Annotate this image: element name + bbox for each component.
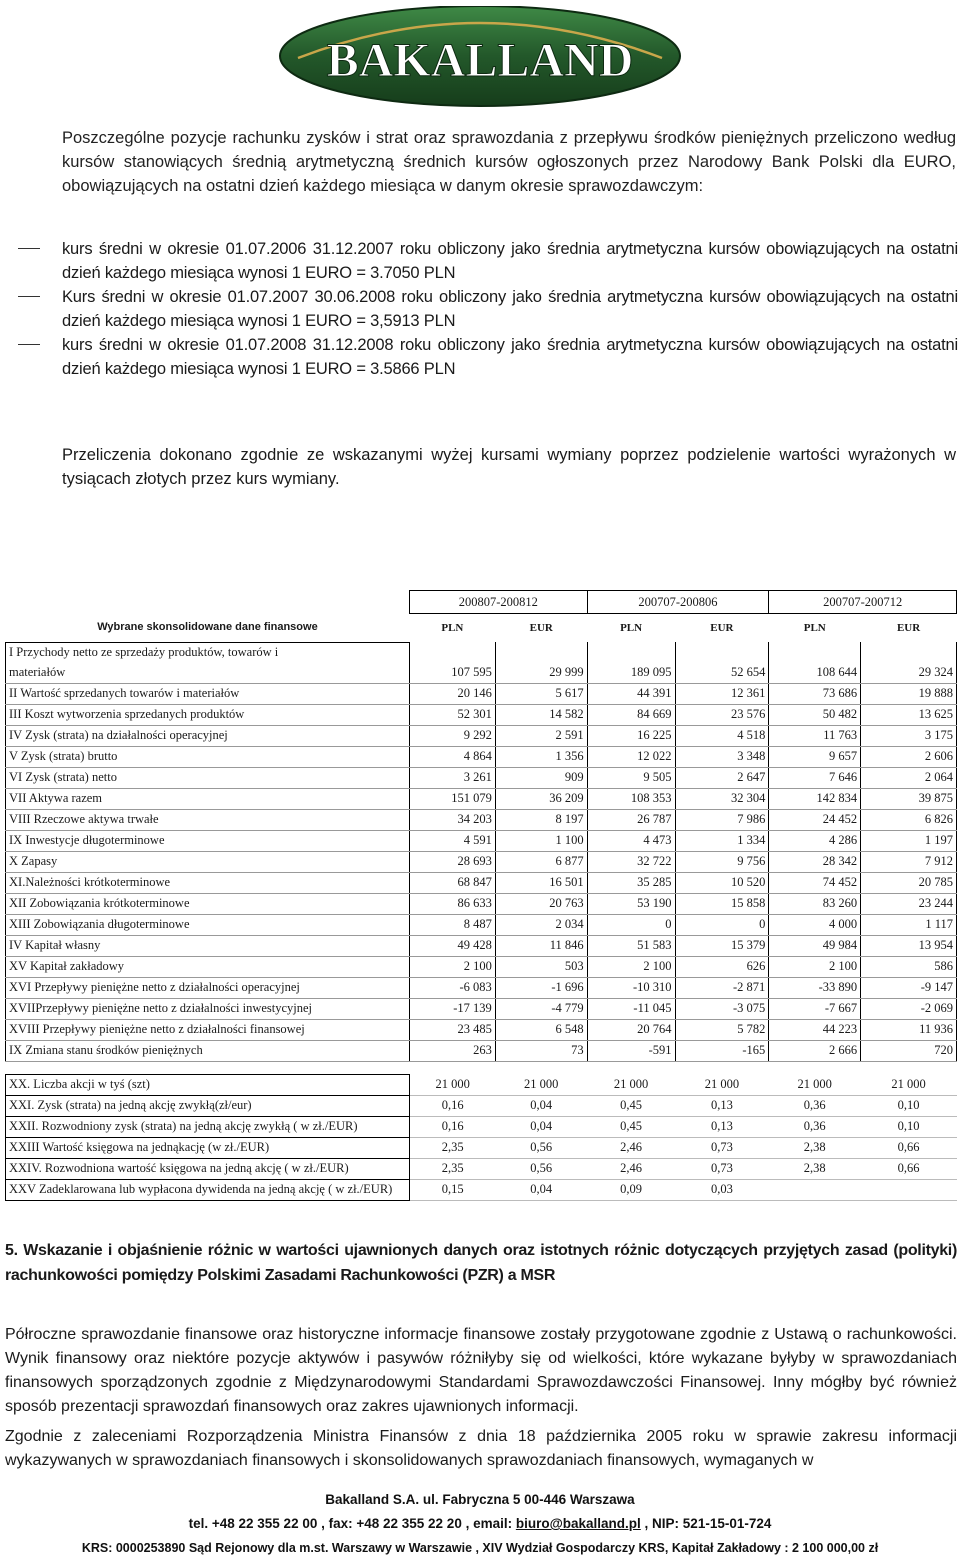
row-value: 6 826 <box>861 809 957 830</box>
row-value: -4 779 <box>495 998 587 1019</box>
row-value: 1 356 <box>495 746 587 767</box>
row-value: 503 <box>495 956 587 977</box>
row-value: 20 146 <box>409 683 495 704</box>
row-value: 263 <box>409 1040 495 1061</box>
row-value: 12 022 <box>587 746 675 767</box>
table-row <box>6 767 957 788</box>
row-value: 49 984 <box>769 935 861 956</box>
section-5-paragraph-2: Zgodnie z zaleceniami Rozporządzenia Ministra Finansów z dnia 18 października 2005 roku w sprawie zakresu informacji wykazywanych w sprawozdaniach finansowych i skonsolidowanych sprawozdaniach finansowych, wymaganych w <box>5 1428 957 1469</box>
row-value: 0,16 <box>409 1116 495 1137</box>
row-value: 86 633 <box>409 893 495 914</box>
share-row <box>6 1137 957 1158</box>
table-row <box>6 809 957 830</box>
row-label: XV Kapitał zakładowy <box>6 956 410 977</box>
row-value: 6 877 <box>495 851 587 872</box>
row-value: 0 <box>675 914 769 935</box>
row-value: 2 666 <box>769 1040 861 1061</box>
row-label: XX. Liczba akcji w tyś (szt) <box>6 1074 410 1095</box>
row-value: 2,38 <box>769 1137 861 1158</box>
row-value: 0,36 <box>769 1095 861 1116</box>
row-value: 26 787 <box>587 809 675 830</box>
row-value: -7 667 <box>769 998 861 1019</box>
row-value <box>769 1179 861 1200</box>
row-value: 8 487 <box>409 914 495 935</box>
row-label: XVIII Przepływy pieniężne netto z działalności finansowej <box>6 1019 410 1040</box>
logo-text: BAKALLAND <box>326 34 634 87</box>
row-value: 3 175 <box>861 725 957 746</box>
table-row <box>6 977 957 998</box>
row-value: 0,73 <box>675 1137 769 1158</box>
table-row <box>6 746 957 767</box>
row-value: 36 209 <box>495 788 587 809</box>
row-value: 2 064 <box>861 767 957 788</box>
row-value: 1 334 <box>675 830 769 851</box>
dash-bullet-icon <box>18 296 40 297</box>
row-value: 28 342 <box>769 851 861 872</box>
row-value: 0,16 <box>409 1095 495 1116</box>
row-value: -3 075 <box>675 998 769 1019</box>
row-value: 13 954 <box>861 935 957 956</box>
row-value: 4 591 <box>409 830 495 851</box>
currency-header-row <box>6 614 957 643</box>
row-label: XVIIPrzepływy pieniężne netto z działalności inwestycyjnej <box>6 998 410 1019</box>
share-row <box>6 1179 957 1200</box>
row-value: 5 782 <box>675 1019 769 1040</box>
row-value: 909 <box>495 767 587 788</box>
page-footer <box>0 1488 960 1560</box>
exchange-rate-item: kurs średni w okresie 01.07.2008 31.12.2008 roku obliczony jako średnia arytmetyczna kursów obowiązujących na ostatni dzień każdego miesiąca wynosi 1 EURO = 3.5866 PLN <box>18 333 958 381</box>
table-row <box>6 1040 957 1061</box>
row-label: I Przychody netto ze sprzedaży produktów, towarów i <box>6 642 410 663</box>
row-value: 626 <box>675 956 769 977</box>
row-value: 4 518 <box>675 725 769 746</box>
row-value: 11 936 <box>861 1019 957 1040</box>
conversion-note: Przeliczenia dokonano zgodnie ze wskazanymi wyżej kursami wymiany poprzez podzielenie wartości wyrażonych w tysiącach złotych przez kurs wymiany. <box>62 446 956 488</box>
table-row <box>6 851 957 872</box>
row-value: 0,13 <box>675 1095 769 1116</box>
row-label: III Koszt wytworzenia sprzedanych produktów <box>6 704 410 725</box>
row-value: -6 083 <box>409 977 495 998</box>
period-header: 200707-200806 <box>587 591 769 614</box>
row-value: 2,46 <box>587 1137 675 1158</box>
row-value: 7 912 <box>861 851 957 872</box>
row-value: -11 045 <box>587 998 675 1019</box>
row-value: 11 846 <box>495 935 587 956</box>
period-header-row <box>6 591 957 614</box>
row-value: 39 875 <box>861 788 957 809</box>
currency-header: PLN <box>441 622 464 634</box>
row-value: 15 858 <box>675 893 769 914</box>
table-row <box>6 998 957 1019</box>
row-value: 2 591 <box>495 725 587 746</box>
table-row <box>6 872 957 893</box>
row-value: 2,35 <box>409 1137 495 1158</box>
row-value: 4 864 <box>409 746 495 767</box>
row-label: IV Zysk (strata) na działalności operacyjnej <box>6 725 410 746</box>
row-value: 4 000 <box>769 914 861 935</box>
row-value: 74 452 <box>769 872 861 893</box>
exchange-rate-item: Kurs średni w okresie 01.07.2007 30.06.2008 roku obliczony jako średnia arytmetyczna kursów obowiązujących na ostatni dzień każdego miesiąca wynosi 1 EURO = 3,5913 PLN <box>18 285 958 333</box>
table-row <box>6 914 957 935</box>
row-value: -165 <box>675 1040 769 1061</box>
row-value: 3 261 <box>409 767 495 788</box>
exchange-rate-item: kurs średni w okresie 01.07.2006 31.12.2007 roku obliczony jako średnia arytmetyczna kursów obowiązujących na ostatni dzień każdego miesiąca wynosi 1 EURO = 3.7050 PLN <box>18 237 958 285</box>
row-value: 13 625 <box>861 704 957 725</box>
row-value: 29 999 <box>495 663 587 684</box>
row-value: -17 139 <box>409 998 495 1019</box>
row-value: 8 197 <box>495 809 587 830</box>
section-5-paragraph-1: Półroczne sprawozdanie finansowe oraz historyczne informacje finansowe zostały przygotowane zgodnie z Ustawą o rachunkowości. Wynik finansowy oraz niektóre pozycje aktywów i pasywów różniłyby się od wielkości, które wykazane byłyby w sprawozdaniach finansowych sporządzonych zgodnie z Międzynarodowymi Standardami Sprawozdawczości Finansowej. Inny mógłby być również sposób prezentacji sprawozdań finansowych oraz zakres ujawnionych informacji. <box>5 1326 957 1415</box>
row-value: 1 100 <box>495 830 587 851</box>
row-label: XXIII Wartość księgowa na jednąkację (w zł./EUR) <box>6 1137 410 1158</box>
email-link[interactable]: biuro@bakalland.pl <box>515 1516 641 1531</box>
row-value: 107 595 <box>409 663 495 684</box>
row-value: 1 117 <box>861 914 957 935</box>
row-label: XXV Zadeklarowana lub wypłacona dywidenda na jedną akcję ( w zł./EUR) <box>6 1179 410 1200</box>
share-row <box>6 1074 957 1095</box>
row-label: XXII. Rozwodniony zysk (strata) na jedną akcję zwykłą ( w zł./EUR) <box>6 1116 410 1137</box>
row-label: VIII Rzeczowe aktywa trwałe <box>6 809 410 830</box>
table-row <box>6 893 957 914</box>
table-row <box>6 725 957 746</box>
row-value: 0,09 <box>587 1179 675 1200</box>
row-value: 21 000 <box>587 1074 675 1095</box>
row-value: 32 722 <box>587 851 675 872</box>
row-value: 20 763 <box>495 893 587 914</box>
row-label: materiałów <box>6 663 410 684</box>
row-value: 23 576 <box>675 704 769 725</box>
financial-table-wrap <box>5 590 957 1201</box>
row-value: 2 647 <box>675 767 769 788</box>
row-value: 0,66 <box>861 1158 957 1179</box>
row-label: VI Zysk (strata) netto <box>6 767 410 788</box>
table-row <box>6 956 957 977</box>
row-value: 12 361 <box>675 683 769 704</box>
share-row <box>6 1095 957 1116</box>
row-value: 23 485 <box>409 1019 495 1040</box>
row-value: 6 548 <box>495 1019 587 1040</box>
row-label: IX Inwestycje długoterminowe <box>6 830 410 851</box>
currency-header: EUR <box>896 622 921 634</box>
row-value: 28 693 <box>409 851 495 872</box>
row-label: VII Aktywa razem <box>6 788 410 809</box>
bakalland-logo <box>278 6 682 108</box>
row-value: 14 582 <box>495 704 587 725</box>
row-value: 2 606 <box>861 746 957 767</box>
table-row <box>6 1019 957 1040</box>
table-row <box>6 704 957 725</box>
section-5-heading: 5. Wskazanie i objaśnienie różnic w wartości ujawnionych danych oraz istotnych różnic dotyczących przyjętych zasad (polityki) rachunkowości pomiędzy Polskimi Zasadami Rachunkowości (PZR) a MSR <box>5 1242 957 1284</box>
row-label: XIII Zobowiązania długoterminowe <box>6 914 410 935</box>
exchange-rate-list <box>18 237 958 381</box>
row-value: 21 000 <box>675 1074 769 1095</box>
row-value: 21 000 <box>409 1074 495 1095</box>
row-label: IX Zmiana stanu środków pieniężnych <box>6 1040 410 1061</box>
row-value: 0,73 <box>675 1158 769 1179</box>
period-header: 200807-200812 <box>409 591 587 614</box>
row-label: V Zysk (strata) brutto <box>6 746 410 767</box>
row-value: 83 260 <box>769 893 861 914</box>
row-value: 0,10 <box>861 1116 957 1137</box>
footer-registry: KRS: 0000253890 Sąd Rejonowy dla m.st. Warszawy w Warszawie , XIV Wydział Gospodarczy KRS, Kapitał Zakładowy : 2 100 000,00 zł <box>81 1541 879 1555</box>
row-value: 20 764 <box>587 1019 675 1040</box>
row-value: -1 696 <box>495 977 587 998</box>
row-value: 73 686 <box>769 683 861 704</box>
row-label: II Wartość sprzedanych towarów i materiałów <box>6 683 410 704</box>
row-value: 21 000 <box>861 1074 957 1095</box>
row-value: 44 223 <box>769 1019 861 1040</box>
row-value: 2 034 <box>495 914 587 935</box>
row-value: 2,38 <box>769 1158 861 1179</box>
row-value: 720 <box>861 1040 957 1061</box>
share-row <box>6 1116 957 1137</box>
row-value: 49 428 <box>409 935 495 956</box>
row-value: -2 871 <box>675 977 769 998</box>
row-value: 2 100 <box>587 956 675 977</box>
row-value: 5 617 <box>495 683 587 704</box>
row-value: 0,10 <box>861 1095 957 1116</box>
row-value: 16 225 <box>587 725 675 746</box>
share-row <box>6 1158 957 1179</box>
table-title: Wybrane skonsolidowane dane finansowe <box>6 614 410 643</box>
row-label: X Zapasy <box>6 851 410 872</box>
row-value: 0 <box>587 914 675 935</box>
row-label: XXIV. Rozwodniona wartość księgowa na jedną akcję ( w zł./EUR) <box>6 1158 410 1179</box>
row-value: -10 310 <box>587 977 675 998</box>
currency-header: PLN <box>803 622 826 634</box>
row-value: 68 847 <box>409 872 495 893</box>
row-value: 35 285 <box>587 872 675 893</box>
row-value: 0,45 <box>587 1116 675 1137</box>
dash-bullet-icon <box>18 248 40 249</box>
row-value: 20 785 <box>861 872 957 893</box>
table-row <box>6 683 957 704</box>
row-value: 19 888 <box>861 683 957 704</box>
row-value: 53 190 <box>587 893 675 914</box>
row-value: 2 100 <box>769 956 861 977</box>
row-value: 4 286 <box>769 830 861 851</box>
row-value: 15 379 <box>675 935 769 956</box>
row-value: 0,13 <box>675 1116 769 1137</box>
row-value: 108 353 <box>587 788 675 809</box>
row-value: 151 079 <box>409 788 495 809</box>
row-value: 73 <box>495 1040 587 1061</box>
row-value: 44 391 <box>587 683 675 704</box>
row-value: 142 834 <box>769 788 861 809</box>
row-value: 189 095 <box>587 663 675 684</box>
row-value: 0,04 <box>495 1116 587 1137</box>
row-value: 16 501 <box>495 872 587 893</box>
row-value: 108 644 <box>769 663 861 684</box>
row-value: 0,36 <box>769 1116 861 1137</box>
table-row <box>6 788 957 809</box>
table-row <box>6 642 957 663</box>
row-value: 2,46 <box>587 1158 675 1179</box>
row-value: 24 452 <box>769 809 861 830</box>
dash-bullet-icon <box>18 344 40 345</box>
row-value: 51 583 <box>587 935 675 956</box>
row-value: 0,04 <box>495 1095 587 1116</box>
row-value: 11 763 <box>769 725 861 746</box>
table-row <box>6 830 957 851</box>
row-label: XI.Należności krótkoterminowe <box>6 872 410 893</box>
row-value: 32 304 <box>675 788 769 809</box>
footer-contact: tel. +48 22 355 22 00 , fax: +48 22 355 22 20 , email: biuro@bakalland.pl , NIP: 521-15-01-724 <box>188 1516 772 1531</box>
row-value: 84 669 <box>587 704 675 725</box>
row-value: 7 986 <box>675 809 769 830</box>
table-row <box>6 935 957 956</box>
currency-header: PLN <box>620 622 643 634</box>
currency-header: EUR <box>529 622 553 634</box>
row-value: 0,56 <box>495 1137 587 1158</box>
row-value: -2 069 <box>861 998 957 1019</box>
row-value: 0,56 <box>495 1158 587 1179</box>
row-value: 586 <box>861 956 957 977</box>
financial-data-table <box>5 590 957 1201</box>
row-value: 52 654 <box>675 663 769 684</box>
row-value: 21 000 <box>769 1074 861 1095</box>
row-value: 9 756 <box>675 851 769 872</box>
row-value: 4 473 <box>587 830 675 851</box>
intro-paragraph: Poszczególne pozycje rachunku zysków i strat oraz sprawozdania z przepływu środków pieniężnych przeliczono według kursów stanowiących średnią arytmetyczną średnich kursów ogłoszonych przez Narodowy Bank Polski dla EURO, obowiązujących na ostatni dzień każdego miesiąca w danym okresie sprawozdawczym: <box>62 129 956 195</box>
row-value: 50 482 <box>769 704 861 725</box>
row-value <box>861 1179 957 1200</box>
row-value: 34 203 <box>409 809 495 830</box>
row-label: XVI Przepływy pieniężne netto z działalności operacyjnej <box>6 977 410 998</box>
row-value: -9 147 <box>861 977 957 998</box>
row-value: 7 646 <box>769 767 861 788</box>
row-value: 0,03 <box>675 1179 769 1200</box>
row-value: 52 301 <box>409 704 495 725</box>
row-value: 2,35 <box>409 1158 495 1179</box>
row-label: XII Zobowiązania krótkoterminowe <box>6 893 410 914</box>
period-header: 200707-200712 <box>769 591 957 614</box>
row-value: 0,66 <box>861 1137 957 1158</box>
row-value: -591 <box>587 1040 675 1061</box>
row-value: 3 348 <box>675 746 769 767</box>
row-label: IV Kapitał własny <box>6 935 410 956</box>
row-value: 1 197 <box>861 830 957 851</box>
row-value: 9 657 <box>769 746 861 767</box>
row-value: -33 890 <box>769 977 861 998</box>
row-value: 0,45 <box>587 1095 675 1116</box>
row-value: 23 244 <box>861 893 957 914</box>
row-value: 29 324 <box>861 663 957 684</box>
row-value: 0,15 <box>409 1179 495 1200</box>
row-value: 21 000 <box>495 1074 587 1095</box>
row-value: 9 505 <box>587 767 675 788</box>
row-label: XXI. Zysk (strata) na jedną akcję zwykłą(zł/eur) <box>6 1095 410 1116</box>
table-row <box>6 663 957 684</box>
row-value: 10 520 <box>675 872 769 893</box>
footer-address: Bakalland S.A. ul. Fabryczna 5 00-446 Warszawa <box>325 1492 635 1507</box>
row-value: 0,04 <box>495 1179 587 1200</box>
currency-header: EUR <box>710 622 734 634</box>
row-value: 9 292 <box>409 725 495 746</box>
row-value: 2 100 <box>409 956 495 977</box>
